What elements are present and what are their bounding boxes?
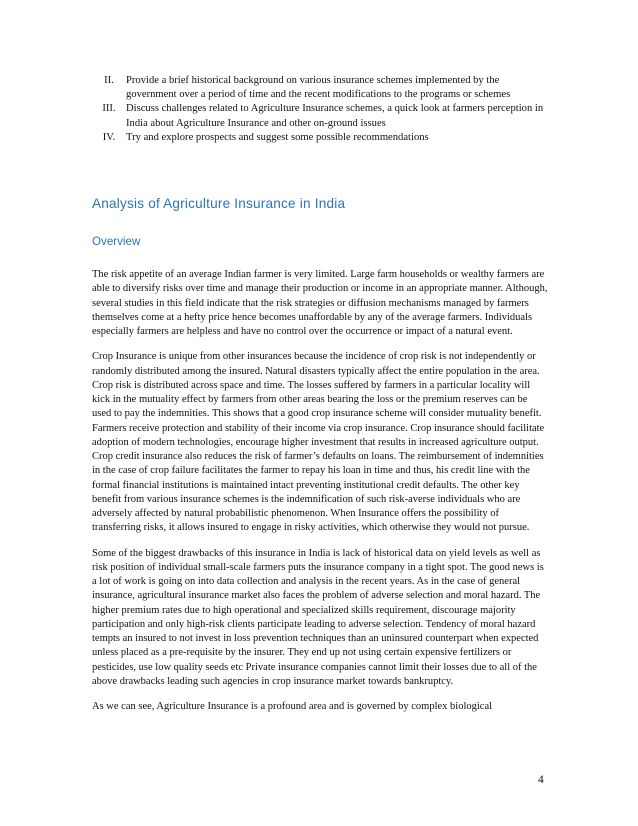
paragraph: As we can see, Agriculture Insurance is a profound area and is governed by complex biological (92, 701, 493, 712)
list-item-text: Try and explore prospects and suggest some possible recommendations (126, 131, 429, 143)
list-item-number: III. (102, 103, 116, 115)
paragraph: Some of the biggest drawbacks of this insurance in India is lack of historical data on yield levels as well as risk position of individual small-scale farmers puts the insurance company in a tight spot. The good news is a lot of work is going on into data collection and analysis in the recent years. As in the case of general insurance, agricultural insurance market also faces the problem of adverse selection and moral hazard. The higher premium rates due to high operational and specialized skills requirement, discourage majority participation and only high-risk clients participate leading to adverse selection. Tendency of moral hazard tempts an insured to not invest in loss prevention techniques than an uninsured counterpart when expected unless placed as a pre-requisite by the insurer. They end up not using certain expensive fertilizers or pesticides, use low quality seeds etc Private insurance companies cannot limit their losses due to all of the above drawbacks leading such agencies in crop insurance market towards bankruptcy. (92, 547, 544, 687)
objectives-list (92, 74, 552, 145)
page-number: 4 (538, 774, 544, 786)
list-item-number: II. (104, 75, 114, 86)
paragraph: Crop Insurance is unique from other insurances because the incidence of crop risk is not independently or randomly distributed among the insured. Natural disasters typically affect the entire population in the area. Crop risk is distributed across space and time. The losses suffered by farmers in a particular locality will kick in the mutuality effect by farmers from other areas bearing the loss or the premium reserves can be used to pay the indemnities. This shows that a good crop insurance scheme will consider mutuality benefit. Farmers receive protection and stability of their income via crop insurance. Crop insurance should facilitate adoption of modern technologies, encourage higher investment that results in increased agriculture output. Crop credit insurance also reduces the risk of farmer’s defaults on loans. The reimbursement of indemnities in the case of crop failure facilitates the farmer to repay his loan in time and thus, his credit line with the formal financial institutions is maintained intact preventing institutional credit defaults. The other key benefit from various insurance schemes is the indemnification of such risk-averse individuals who are adversely affected by natural probabilistic phenomenon. When Insurance offers the possibility of transferring risks, it allows insured to engage in risky activities, which otherwise they would not pursue. (92, 351, 545, 534)
list-item-text: Provide a brief historical background on various insurance schemes implemented by the government over a period of time and the recent modifications to the programs or schemes (126, 75, 511, 101)
body-text (92, 268, 548, 725)
list-item-number: IV. (102, 131, 116, 143)
list-item (92, 102, 552, 130)
list-item-text: Discuss challenges related to Agriculture Insurance schemes, a quick look at farmers perception in India about Agriculture Insurance and other on-ground issues (126, 103, 544, 129)
section-heading: Analysis of Agriculture Insurance in India (92, 196, 346, 211)
list-item (92, 74, 552, 102)
list-item (92, 131, 552, 145)
paragraph: The risk appetite of an average Indian farmer is very limited. Large farm households or wealthy farmers are able to diversify risks over time and manage their production or income in an appropriate manner. Although, several studies in this field indicate that the risk strategies or diffusion mechanisms managed by farmers themselves come at a hefty price hence becomes unaffordable by any of the average farmers. Individuals especially farmers are helpless and have no control over the occurrence or impact of a natural event. (92, 269, 548, 337)
subsection-heading: Overview (92, 235, 141, 248)
